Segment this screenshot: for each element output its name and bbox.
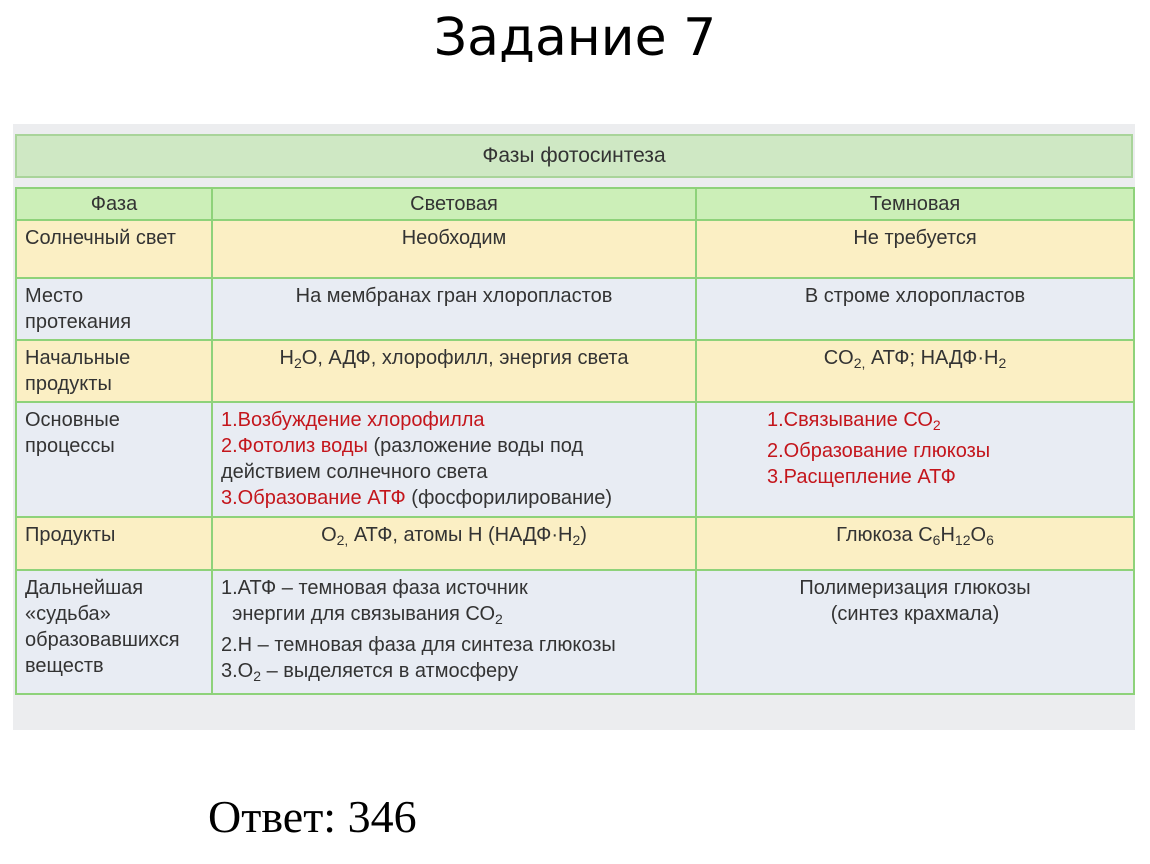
cell-dark: 1.Связывание $СО_2$ 2.Образование глюкозы 3.Расщепление АТФ (696, 402, 1134, 517)
page-title: Задание 7 (433, 8, 717, 68)
cell-dark: Полимеризация глюкозы (синтез крахмала) (696, 570, 1134, 694)
row-label: Начальные продукты (16, 340, 212, 402)
phase-table (15, 187, 1135, 695)
row-label: Место протекания (16, 278, 212, 340)
table-row (16, 402, 1134, 517)
cell-dark: Глюкоза $C_6H_{12}O_6$ (696, 517, 1134, 570)
cell-dark: Не требуется (696, 220, 1134, 278)
header-light: Световая (212, 188, 696, 220)
row-label: Основные процессы (16, 402, 212, 517)
row-label: Дальнейшая «судьба» образовавшихся веществ (16, 570, 212, 694)
cell-light: На мембранах гран хлоропластов (212, 278, 696, 340)
header-row (16, 188, 1134, 220)
answer-text: Ответ: 346 (208, 791, 417, 842)
row-label: Солнечный свет (16, 220, 212, 278)
table-row (16, 220, 1134, 278)
cell-light: 1.АТФ – темновая фаза источник энергии для связывания $СО_2$ 2.Н – темновая фаза для синтеза глюкозы $3.О_2$ – выделяется в атмосферу (212, 570, 696, 694)
cell-light: 1.Возбуждение хлорофилла 2.Фотолиз воды (разложение воды под действием солнечного света 3.Образование АТФ (фосфорилирование) (212, 402, 696, 517)
table-row (16, 340, 1134, 402)
row-label: Продукты (16, 517, 212, 570)
header-dark: Темновая (696, 188, 1134, 220)
cell-light: $H_2O$, АДФ, хлорофилл, энергия света (212, 340, 696, 402)
cell-dark: В строме хлоропластов (696, 278, 1134, 340)
cell-light: Необходим (212, 220, 696, 278)
table-row (16, 278, 1134, 340)
header-phase: Фаза (16, 188, 212, 220)
table-row (16, 570, 1134, 694)
table-title: Фазы фотосинтеза (15, 134, 1133, 178)
cell-light: $O_{2,}$ АТФ, атомы Н $(НАДФ\cdot Н_2)$ (212, 517, 696, 570)
cell-dark: $CO_{2,}$ АТФ; $НАДФ\cdot Н_2$ (696, 340, 1134, 402)
table-row (16, 517, 1134, 570)
